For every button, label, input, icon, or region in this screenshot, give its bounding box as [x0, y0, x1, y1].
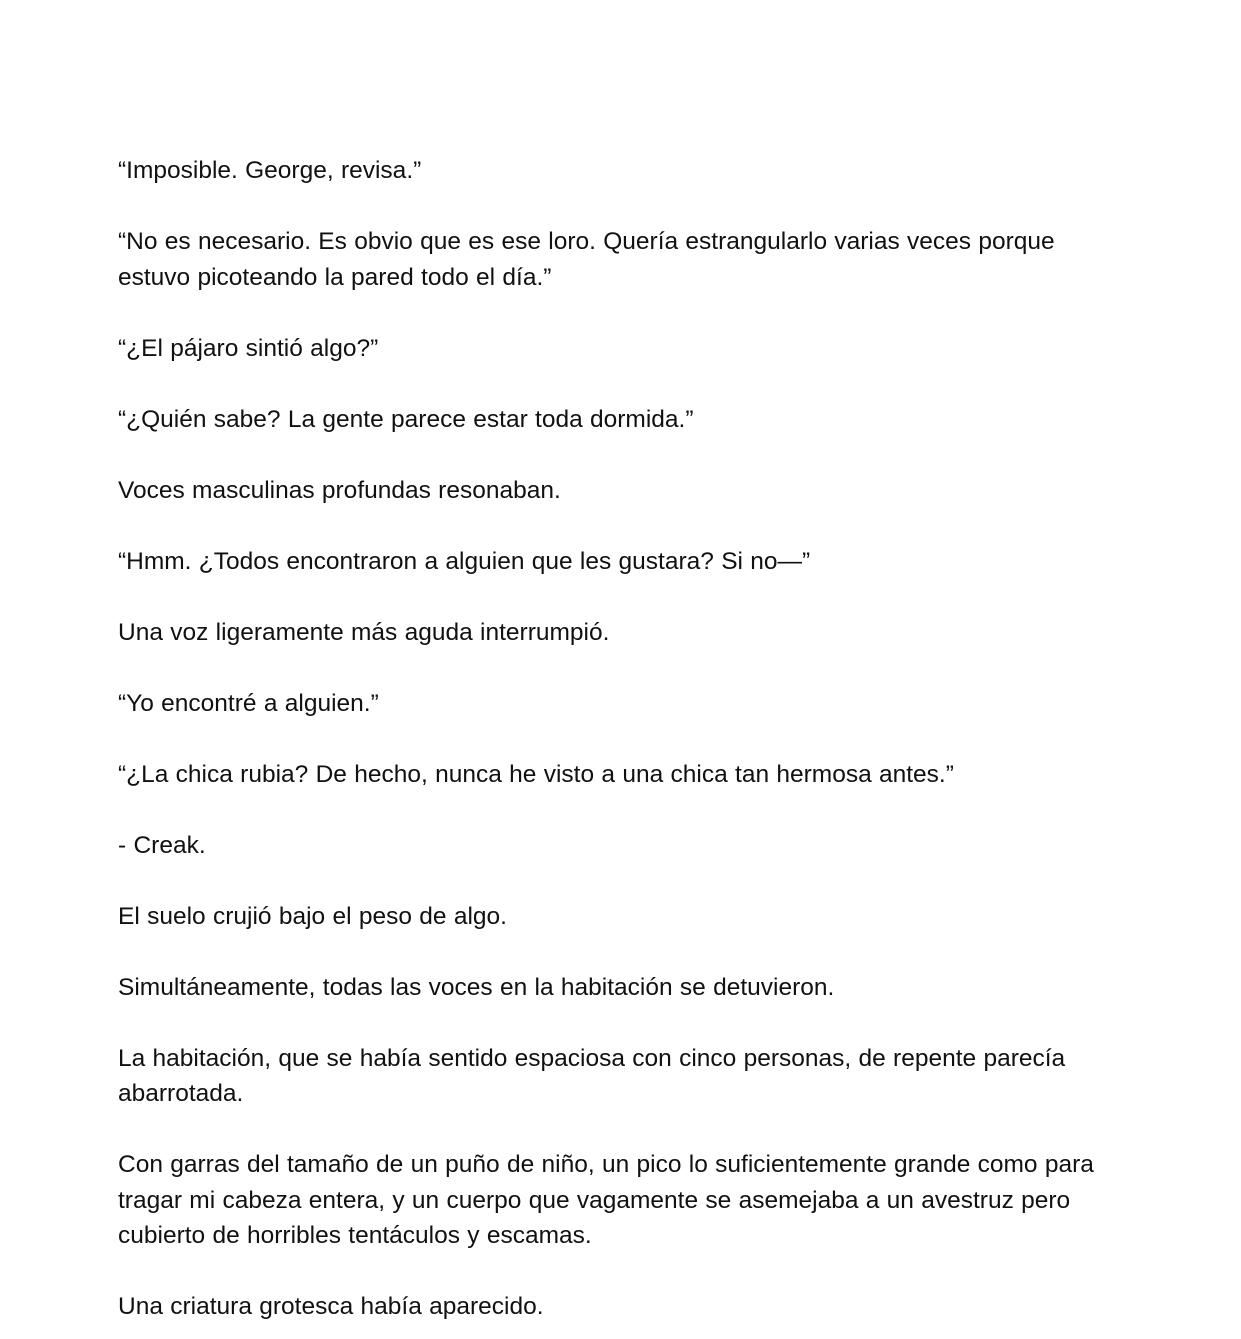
paragraph-10: - Creak.: [118, 831, 206, 859]
paragraph-13: La habitación, que se había sentido espaciosa con cinco personas, de repente parecía abarrotada.: [118, 1044, 1066, 1107]
paragraph-5: Voces masculinas profundas resonaban.: [118, 476, 561, 504]
paragraph-14: Con garras del tamaño de un puño de niño, un pico lo suficientemente grande como para tragar mi cabeza entera, y un cuerpo que vagamente se asemejaba a un avestruz pero cubierto de horribles tentáculos y escamas.: [118, 1151, 1094, 1249]
paragraph-8: “Yo encontré a alguien.”: [118, 689, 379, 717]
paragraph-6: “Hmm. ¿Todos encontraron a alguien que les gustara? Si no—”: [118, 547, 811, 575]
paragraph-3: “¿El pájaro sintió algo?”: [118, 334, 379, 362]
paragraph-7: Una voz ligeramente más aguda interrumpió.: [118, 618, 610, 646]
paragraph-2: “No es necesario. Es obvio que es ese loro. Quería estrangularlo varias veces porque estuvo picoteando la pared todo el día.”: [118, 228, 1055, 291]
paragraph-11: El suelo crujió bajo el peso de algo.: [118, 902, 507, 930]
paragraph-4: “¿Quién sabe? La gente parece estar toda dormida.”: [118, 405, 694, 433]
paragraph-9: “¿La chica rubia? De hecho, nunca he visto a una chica tan hermosa antes.”: [118, 760, 954, 788]
paragraph-1: “Imposible. George, revisa.”: [118, 157, 422, 184]
paragraph-15: Una criatura grotesca había aparecido.: [118, 1293, 544, 1320]
document-page: [118, 153, 1128, 1325]
paragraph-12: Simultáneamente, todas las voces en la habitación se detuvieron.: [118, 973, 835, 1001]
